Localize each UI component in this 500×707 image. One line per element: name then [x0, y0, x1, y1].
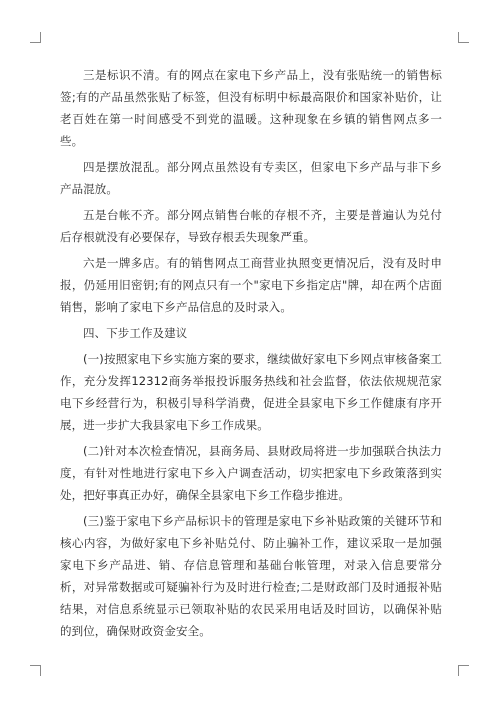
paragraph-one-license-multiple-stores: 六是一牌多店。有的销售网点工商营业执照变更情况后，没有及时申报，仍延用旧密钥;有的网点只有一个"家电下乡指定店"牌，却在两个店面销售，影响了家电下乡产品信息的及时录入。 — [60, 256, 442, 314]
paragraph-suggestion-3: (三)鉴于家电下乡产品标识卡的管理是家电下乡补贴政策的关键环节和核心内容，为做好家电下乡补贴兑付、防止骗补工作，建议采取一是加强家电下乡产品进、销、存信息管理和基础台帐管理，对录入信息要常分析，对异常数据或可疑骗补行为及时进行检查;二是财政部门及时通报补贴结果，对信息系统显示已领取补贴的农民采用电话及时回访，以确保补贴的到位，确保财政资金安全。 — [60, 514, 442, 638]
section-heading-next-steps: 四、下步工作及建议 — [83, 326, 188, 340]
crop-mark-bottom-left — [30, 665, 41, 676]
crop-mark-bottom-right — [458, 665, 469, 676]
paragraph-suggestion-2: (二)针对本次检查情况，县商务局、县财政局将进一步加强联合执法力度，有针对性地进行家电下乡入户调查活动，切实把家电下乡政策落到实处，把好事真正办好，确保全县家电下乡工作稳步推进。 — [60, 444, 442, 502]
paragraph-display-disorder: 四是摆放混乱。部分网点虽然设有专卖区，但家电下乡产品与非下乡产品混放。 — [60, 160, 442, 196]
paragraph-ledger-incomplete: 五是台帐不齐。部分网点销售台帐的存根不齐，主要是普遍认为兑付后存根就没有必要保存，导致存根丢失现象严重。 — [60, 208, 442, 244]
crop-mark-top-left — [30, 32, 41, 43]
paragraph-labeling-unclear: 三是标识不清。有的网点在家电下乡产品上，没有张贴统一的销售标签;有的产品虽然张贴了标签，但没有标明中标最高限价和国家补贴价，让老百姓在第一时间感受不到党的温暖。这种现象在乡镇的销售网点多一些。 — [60, 68, 442, 148]
crop-mark-top-right — [458, 32, 469, 43]
paragraph-suggestion-1: (一)按照家电下乡实施方案的要求，继续做好家电下乡网点审核备案工作，充分发挥12312商务举报投诉服务热线和社会监督，依法依规规范家电下乡经营行为，积极引导科学消费，促进全县家电下乡工作健康有序开展，进一步扩大我县家电下乡工作成果。 — [60, 352, 442, 432]
document-body — [60, 64, 442, 646]
